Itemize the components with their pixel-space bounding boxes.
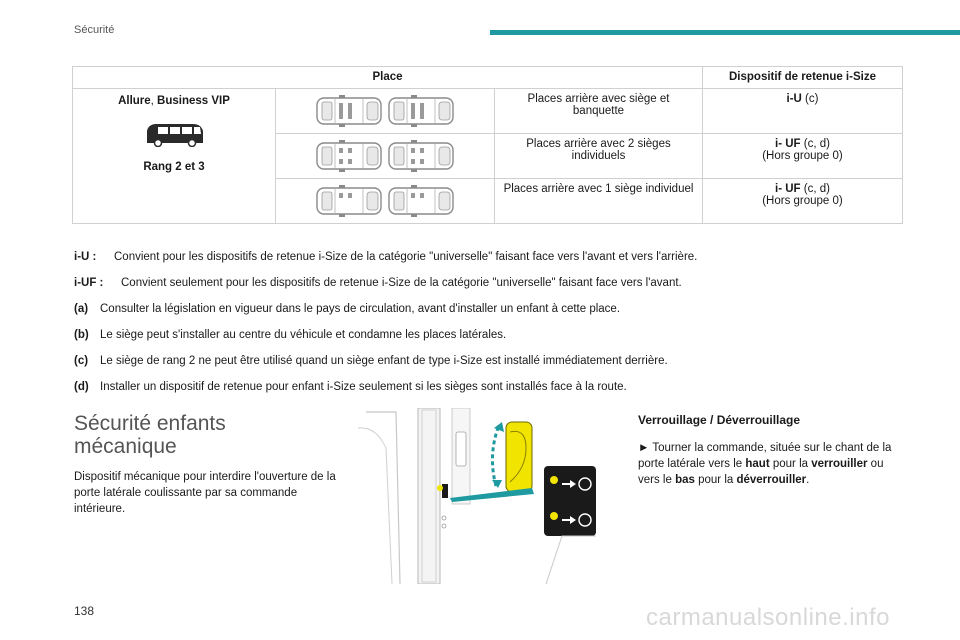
child-lock-icon (544, 466, 596, 536)
place-cell: Places arrière avec 2 sièges individuels (495, 134, 703, 179)
table-header-place: Place (73, 67, 703, 89)
device-cell: i- UF (c, d) (Hors groupe 0) (703, 134, 903, 179)
car-layout-cell (276, 179, 495, 224)
car-top-view-icon (315, 140, 383, 172)
watermark: carmanualsonline.info (646, 604, 890, 631)
note-item: (a) Consulter la législation en vigueur dans le pays de circulation, avant d'installer un enfant à cette place. (74, 303, 621, 315)
table-header-device: Dispositif de retenue i-Size (703, 67, 903, 89)
car-layout-cell (276, 89, 495, 134)
notes-list (74, 250, 904, 406)
note-item: (d) Installer un dispositif de retenue pour enfant i-Size seulement si les sièges sont installés face à la route. (74, 381, 627, 393)
section-label: Sécurité (74, 24, 115, 36)
lock-heading: Verrouillage / Déverrouillage (638, 413, 801, 427)
place-cell: Places arrière avec siège et banquette (495, 89, 703, 134)
note-item: i-U : Convient pour les dispositifs de retenue i-Size de la catégorie "universelle" faisant face vers l'avant et vers l'arrière. (74, 251, 698, 263)
section-title: Sécurité enfants mécanique (74, 412, 226, 458)
note-item: (c) Le siège de rang 2 ne peut être utilisé quand un siège enfant de type i-Size est installé immédiatement derrière. (74, 355, 668, 367)
rang-label: Rang 2 et 3 (143, 161, 205, 173)
device-cell: i- UF (c, d) (Hors groupe 0) (703, 179, 903, 224)
header-accent-bar (490, 30, 960, 35)
note-item: i-UF : Convient seulement pour les dispositifs de retenue i-Size de la catégorie "universelle" faisant face vers l'avant. (74, 277, 682, 289)
van-side-icon (143, 121, 205, 147)
model-name: Allure, Business VIP (118, 95, 230, 107)
car-layout-cell (276, 134, 495, 179)
device-cell: i-U (c) (703, 89, 903, 134)
model-cell (73, 89, 276, 224)
place-cell: Places arrière avec 1 siège individuel (495, 179, 703, 224)
car-top-view-icon (387, 95, 455, 127)
car-top-view-icon (387, 140, 455, 172)
lock-instructions (638, 412, 908, 488)
note-item: (b) Le siège peut s'installer au centre du véhicule et condamne les places latérales. (74, 329, 507, 341)
car-top-view-icon (315, 185, 383, 217)
page-number: 138 (74, 604, 95, 618)
child-lock-illustration (356, 408, 596, 584)
car-top-view-icon (387, 185, 455, 217)
lock-text: ► Tourner la commande, située sur le chant de la porte latérale vers le haut pour la verrouiller ou vers le bas pour la déverrouiller. (638, 442, 892, 486)
car-top-view-icon (315, 95, 383, 127)
isize-table (72, 66, 903, 224)
section-intro: Dispositif mécanique pour interdire l'ouverture de la porte latérale coulissante par sa commande intérieure. (74, 471, 336, 515)
